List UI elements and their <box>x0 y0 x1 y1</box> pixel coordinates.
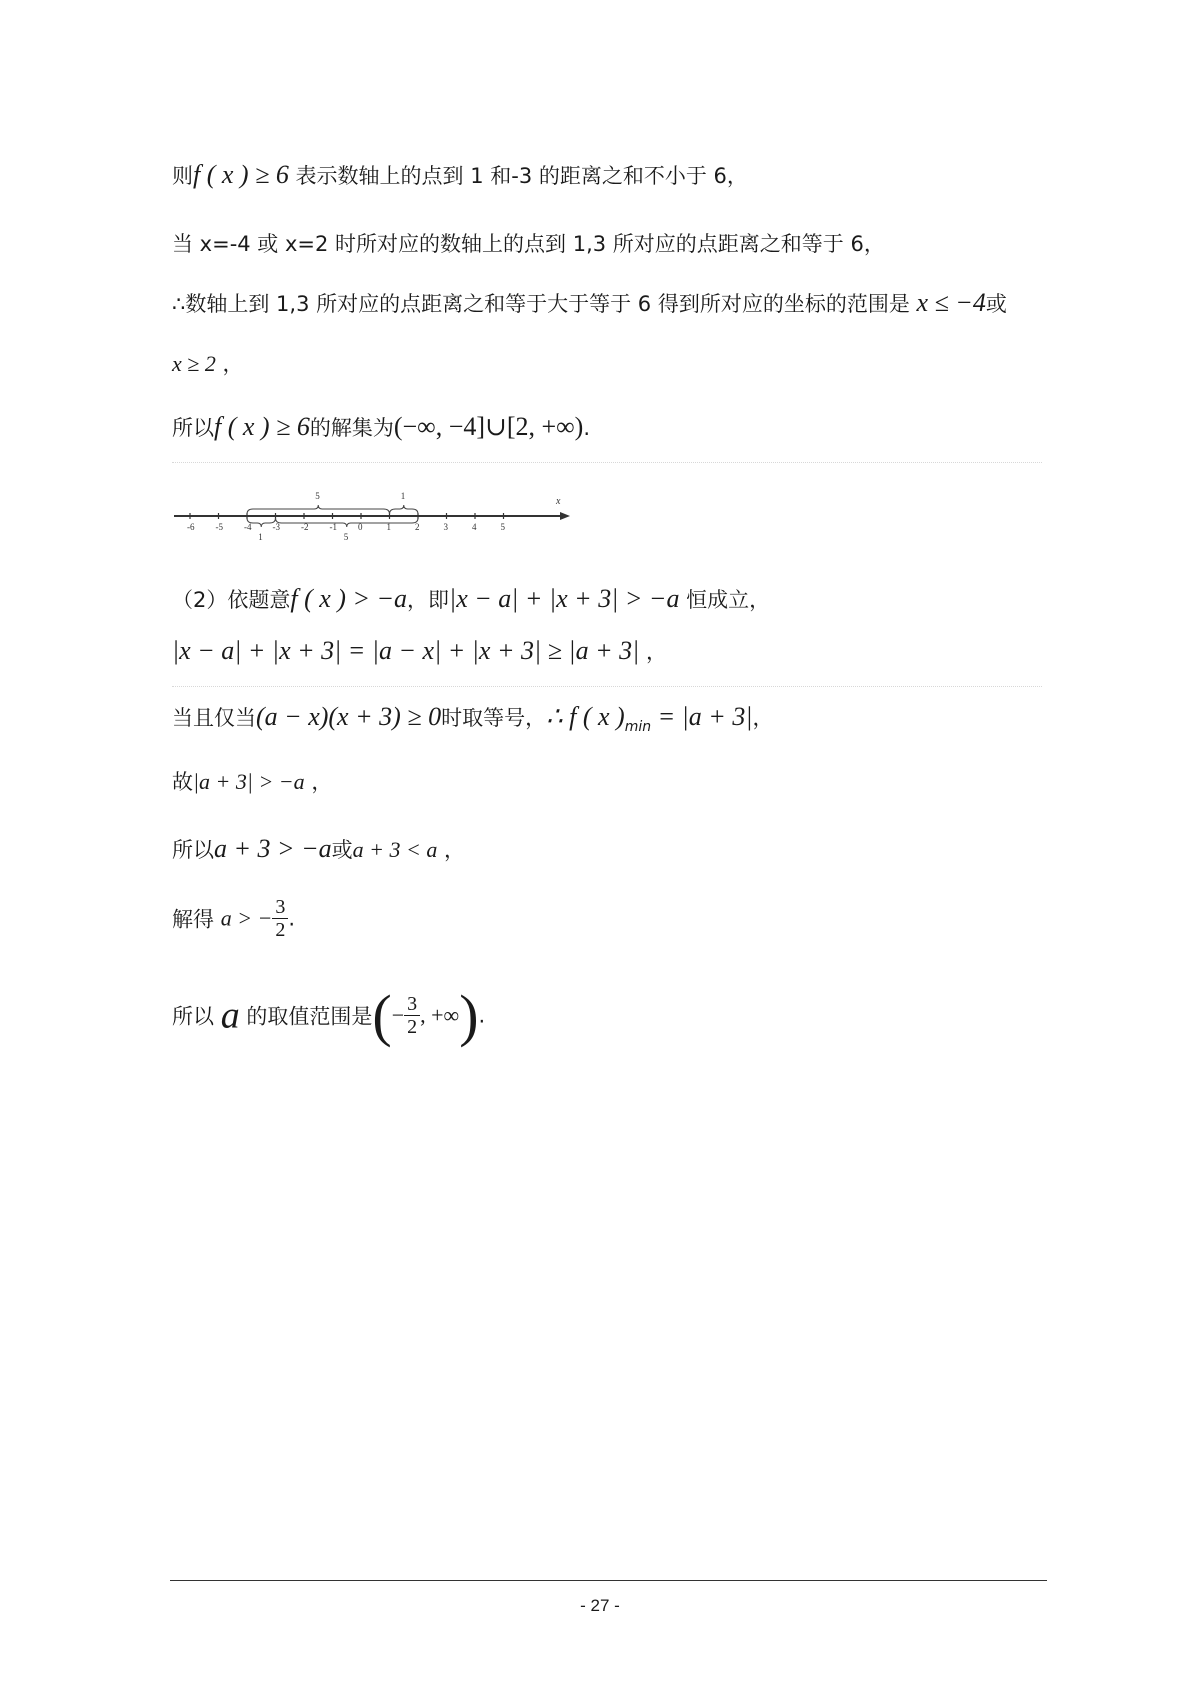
subscript-min: min <box>624 719 652 735</box>
line-11 <box>172 896 295 941</box>
math-a: a <box>220 994 240 1037</box>
brace <box>276 518 419 527</box>
tick-label: 5 <box>500 522 505 532</box>
math-solution-set: (−∞, −4]∪[2, +∞) <box>393 412 584 441</box>
tick-label: -3 <box>272 522 280 532</box>
text: 解得 <box>172 907 221 932</box>
text: 所以 <box>172 838 214 862</box>
number-line-figure <box>172 488 592 544</box>
math-abs-inequality: |x − a| + |x + 3| > −a <box>449 584 680 613</box>
math-fmin-value: = |a + 3| <box>651 702 753 731</box>
divider <box>172 686 1042 687</box>
text: （2）依题意 <box>172 588 291 612</box>
math-case-2: a + 3 < a <box>352 837 438 862</box>
footer-rule <box>170 1580 1047 1581</box>
text: 时取等号， <box>441 706 547 730</box>
text: 或 <box>985 292 1007 316</box>
tick-label: -2 <box>301 522 309 532</box>
text: . <box>288 906 296 931</box>
text: . <box>583 416 591 440</box>
text: 故 <box>172 770 193 794</box>
paren-close: ) <box>459 983 479 1048</box>
tick-label: 1 <box>386 522 391 532</box>
numerator: 3 <box>404 993 420 1016</box>
text: 的取值范围是 <box>239 1004 373 1029</box>
paren-open: ( <box>372 983 392 1048</box>
text: ， <box>215 352 244 376</box>
math-x-ge-2: x ≥ 2 <box>172 351 216 376</box>
text: 所以 <box>172 1004 221 1029</box>
line-5 <box>172 412 590 442</box>
interval-rest: , +∞ <box>420 1002 460 1028</box>
line-1 <box>172 160 748 190</box>
text: 表示数轴上的点到 1 和-3 的距离之和不小于 6， <box>288 164 748 188</box>
tick-label: 3 <box>443 522 448 532</box>
text: 的解集为 <box>309 416 394 440</box>
text: ， <box>304 770 333 794</box>
line-6 <box>172 584 770 614</box>
tick-label: -4 <box>244 522 252 532</box>
tick-label: 2 <box>415 522 420 532</box>
minus-sign: − <box>391 1002 405 1028</box>
line-8 <box>172 702 774 735</box>
brace-label: 1 <box>258 532 263 542</box>
axis-label: x <box>556 496 561 507</box>
text: 当且仅当 <box>172 706 256 730</box>
text: ∴数轴上到 1,3 所对应的点距离之和等于大于等于 6 得到所对应的坐标的范围是 <box>172 292 917 316</box>
line-10 <box>172 834 465 864</box>
fraction <box>404 993 420 1038</box>
divider <box>172 462 1042 463</box>
math-fmin: ∴ f ( x ) <box>546 702 625 731</box>
text: ， <box>639 640 667 664</box>
tick-label: -6 <box>187 522 195 532</box>
page-number: - 27 - <box>580 1596 620 1615</box>
brace-label: 5 <box>343 532 349 542</box>
denominator: 2 <box>407 1016 418 1038</box>
text: ， <box>437 838 466 862</box>
line-3 <box>172 288 1007 318</box>
tick-label: 4 <box>472 522 477 532</box>
math-f-ge-6: f ( x ) ≥ 6 <box>193 160 289 189</box>
tick-label: -5 <box>215 522 223 532</box>
math-f-gt-neg-a: f ( x ) > −a <box>290 584 408 613</box>
text: ， <box>752 706 774 730</box>
text: . <box>478 1003 486 1028</box>
math-triangle-inequality: |x − a| + |x + 3| = |a − x| + |x + 3| ≥ |a + 3| <box>172 636 640 665</box>
line-12 <box>172 982 485 1049</box>
math-abs-a3: |a + 3| > −a <box>193 769 305 794</box>
text: 则 <box>172 164 193 188</box>
brace <box>247 505 390 514</box>
line-9 <box>172 766 332 796</box>
tick-label: -1 <box>329 522 337 532</box>
tick-label: 0 <box>358 522 363 532</box>
math-f-ge-6: f ( x ) ≥ 6 <box>214 412 310 441</box>
line-7 <box>172 636 667 666</box>
line-2 <box>172 228 885 258</box>
brace <box>390 505 419 514</box>
math-case-1: a + 3 > −a <box>214 834 332 863</box>
text: 所以 <box>172 416 214 440</box>
fraction <box>272 896 288 941</box>
text: 当 x=-4 或 x=2 时所对应的数轴上的点到 1,3 所对应的点距离之和等于 6， <box>172 232 885 256</box>
math-a-gt: a > − <box>220 905 273 931</box>
text: 或 <box>331 838 353 862</box>
brace-label: 1 <box>400 491 406 501</box>
denominator: 2 <box>275 919 286 941</box>
math-equality-condition: (a − x)(x + 3) ≥ 0 <box>256 702 442 731</box>
numerator: 3 <box>272 896 288 919</box>
math-x-le-neg4: x ≤ −4 <box>916 288 986 317</box>
text: ，即 <box>407 588 450 612</box>
brace-label: 5 <box>315 491 320 501</box>
text: 恒成立， <box>679 588 771 612</box>
line-4 <box>172 348 244 378</box>
